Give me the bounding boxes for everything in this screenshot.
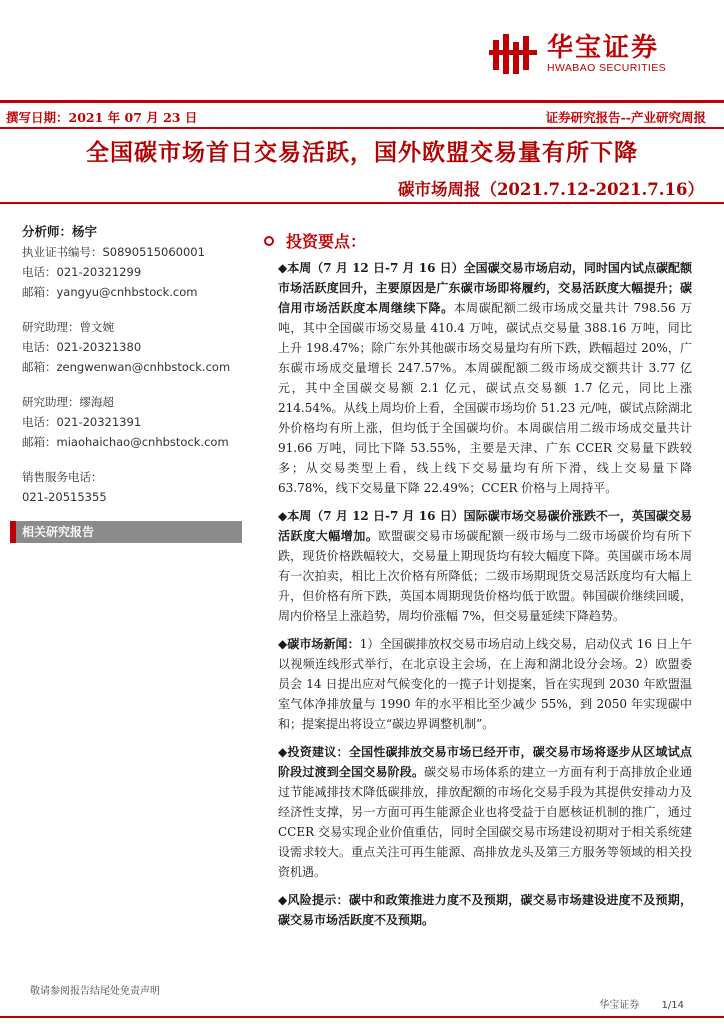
header-divider <box>0 127 724 129</box>
footer-company: 华宝证券 <box>599 1000 640 1011</box>
paragraph-lead: ◆本周（7 月 12 日-7 月 16 日）国际碳市场交易碳价涨跌不一，英国碳交易活跃度大幅增加。 <box>278 509 692 543</box>
section-bullet-icon <box>264 236 274 246</box>
page-title: 全国碳市场首日交易活跃，国外欧盟交易量有所下降 <box>86 139 638 166</box>
hwabao-logo-icon <box>489 32 541 76</box>
analyst-phone: 电话：021-20321299 <box>22 265 142 279</box>
assistant1-name: 研究助理：曾文婉 <box>22 320 114 334</box>
paragraph-international-market <box>278 506 692 626</box>
key-points <box>278 258 692 938</box>
analyst-name: 分析师：杨宇 <box>22 224 98 239</box>
sales-phone: 021-20515355 <box>22 490 107 504</box>
company-logo <box>489 32 666 76</box>
analyst-cert: 执业证书编号：S0890515060001 <box>22 245 205 259</box>
footer-disclaimer: 敬请参阅报告结尾处免责声明 <box>30 986 160 997</box>
paragraph-body: 1）全国碳排放权交易市场启动上线交易，启动仪式 16 日上午以视频连线形式举行，在北京设主会场，在上海和湖北设分会场。2）欧盟委员会 14 日提出应对气候变化的一揽子计划提案，旨在实现到 2030 年欧盟温室气体净排放量与 1990 年的水平相比至少减少 55%，到 2050 年实现碳中和；提案提出将设立“碳边界调整机制”。 <box>278 637 692 731</box>
paragraph-domestic-market <box>278 258 692 498</box>
author-sidebar <box>22 222 247 543</box>
related-reports-tag: 相关研究报告 <box>10 521 242 543</box>
page-subtitle: 碳市场周报（2021.7.12-2021.7.16） <box>397 180 704 199</box>
paragraph-investment-advice <box>278 742 692 882</box>
paragraph-lead: ◆风险提示：碳中和政策推进力度不及预期，碳交易市场建设进度不及预期，碳交易市场活跃度不及预期。 <box>278 893 692 927</box>
paragraph-news <box>278 634 692 734</box>
logo-chinese-name: 华宝证券 <box>547 33 660 63</box>
logo-english-name: HWABAO SECURITIES <box>547 62 667 74</box>
report-type: 证券研究报告--产业研究周报 <box>545 110 706 125</box>
paragraph-body: 欧盟碳交易市场碳配额一级市场与二级市场碳价均有所下跌，现货价格跌幅较大，交易量上期现货均有较大幅度下降。英国碳市场本周有一次拍卖，相比上次价格有所降低；二级市场期现货交易活跃度均有大幅上升，但价格有所下跌，英国本周期现货价格均低于欧盟。韩国碳价继续回暖，周内价格呈上涨趋势，周均价涨幅 7%，但交易量延续下降趋势。 <box>278 529 692 623</box>
assistant2-name: 研究助理：缪海超 <box>22 395 114 409</box>
assistant1-email[interactable]: 邮箱：zengwenwan@cnhbstock.com <box>22 360 231 374</box>
report-date: 撰写日期：2021 年 07 月 23 日 <box>6 110 198 125</box>
section-title: 投资要点： <box>286 232 367 251</box>
footer-page-info <box>599 996 684 1011</box>
assistant1-phone: 电话：021-20321380 <box>22 340 142 354</box>
sales-label: 销售服务电话： <box>22 470 103 484</box>
title-divider <box>0 202 724 204</box>
page-number: 1/14 <box>661 1000 684 1011</box>
paragraph-body: 碳交易市场体系的建立一方面有利于高排放企业通过节能减排技术降低碳排放，排放配额的市场化交易手段为其提供安排动力及经济性支撑，另一方面可再生能源企业也将受益于自愿核证机制的推广，通过 CCER 交易实现企业价值重估，同时全国碳交易市场建设初期对于相关系统建设需求较大。重点关注可再生能源、高排放龙头及第三方服务等领域的相关投资机遇。 <box>278 765 692 879</box>
assistant2-phone: 电话：021-20321391 <box>22 415 142 429</box>
paragraph-body: 本周碳配额二级市场成交量共计 798.56 万吨，其中全国碳市场交易量 410.4 万吨，碳试点交易量 388.16 万吨，同比上升 198.47%；除广东外其他碳市场交易量均有所下跌，跌幅超过 20%，广东碳市场成交量增长 247.57%。本周碳配额二级市场成交额共计 3.77 亿元，其中全国碳交易额 2.1 亿元，碳试点交易额 1.7 亿元，同比上涨 214.54%。从线上周均价上看，全国碳市场均价 51.23 元/吨，碳试点除湖北外价格均有所上涨，但均低于全国碳均价。本周碳信用二级市场成交量共计 91.66 万吨，同比下降 53.55%，主要是天津、广东 CCER 交易量下跌较多；从交易类型上看，线上线下交易量均有所下滑，线上交易量下降 63.78%，线下交易量下降 22.49%；CCER 价格与上周持平。 <box>278 301 692 495</box>
paragraph-lead: ◆碳市场新闻： <box>278 637 360 651</box>
paragraph-risk <box>278 890 692 930</box>
analyst-email[interactable]: 邮箱：yangyu@cnhbstock.com <box>22 285 198 299</box>
paragraph-lead: ◆本周（7 月 12 日-7 月 16 日）全国碳交易市场启动，同时国内试点碳配额市场活跃度回升，主要原因是广东碳市场即将履约，交易活跃度大幅提升；碳信用市场活跃度本周继续下降。 <box>278 261 692 315</box>
paragraph-lead: ◆投资建议：全国性碳排放交易市场已经开市，碳交易市场将逐步从区域试点阶段过渡到全国交易阶段。 <box>278 745 692 779</box>
footer-divider <box>0 1016 724 1018</box>
assistant2-email[interactable]: 邮箱：miaohaichao@cnhbstock.com <box>22 435 229 449</box>
section-heading <box>264 229 366 252</box>
